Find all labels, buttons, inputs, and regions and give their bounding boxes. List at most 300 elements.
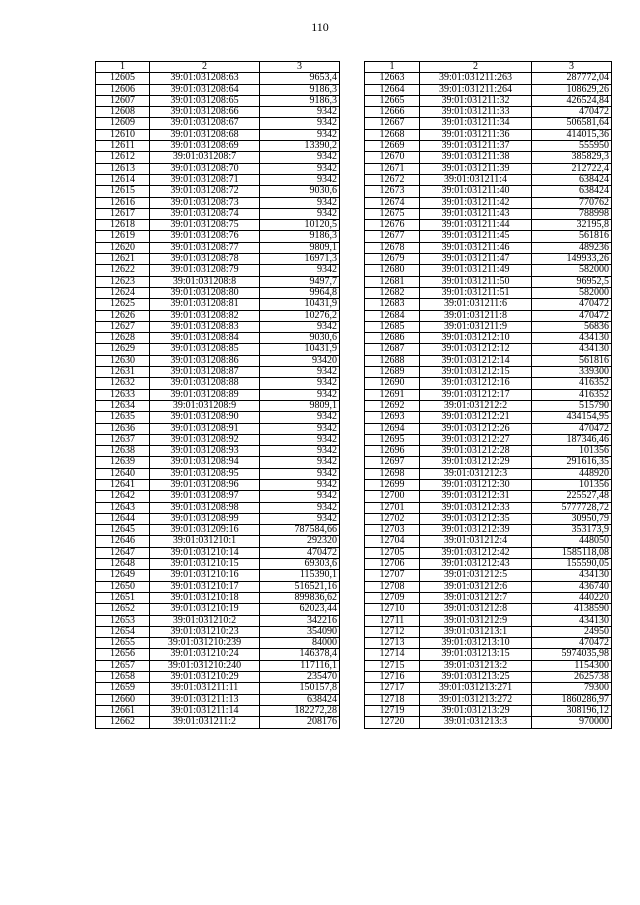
- table-row: [365, 95, 612, 106]
- cadastral-number-cell: 39:01:031210:19: [150, 604, 260, 615]
- value-cell: 9342: [260, 378, 340, 389]
- value-cell: 69303,6: [260, 559, 340, 570]
- cadastral-number-cell: 39:01:031208:98: [150, 502, 260, 513]
- row-number-cell: 12705: [365, 547, 420, 558]
- cadastral-number-cell: 39:01:031211:42: [420, 197, 532, 208]
- table-row: [365, 468, 612, 479]
- table-row: [96, 367, 340, 378]
- cadastral-number-cell: 39:01:031211:2: [150, 717, 260, 728]
- table-row: [96, 559, 340, 570]
- value-cell: 434130: [532, 615, 612, 626]
- cadastral-number-cell: 39:01:031208:88: [150, 378, 260, 389]
- value-cell: 9497,7: [260, 276, 340, 287]
- cadastral-number-cell: 39:01:031211:40: [420, 186, 532, 197]
- cadastral-number-cell: 39:01:031208:7: [150, 152, 260, 163]
- cadastral-number-cell: 39:01:031208:91: [150, 423, 260, 434]
- table-row: [96, 638, 340, 649]
- cadastral-number-cell: 39:01:031213:15: [420, 649, 532, 660]
- value-cell: 561816: [532, 355, 612, 366]
- cadastral-number-cell: 39:01:031208:85: [150, 344, 260, 355]
- value-cell: 4138590: [532, 604, 612, 615]
- value-cell: 9342: [260, 367, 340, 378]
- table-row: [365, 400, 612, 411]
- value-cell: 5974035,98: [532, 649, 612, 660]
- value-cell: 79300: [532, 683, 612, 694]
- table-row: [96, 186, 340, 197]
- value-cell: 9342: [260, 389, 340, 400]
- value-cell: 56836: [532, 321, 612, 332]
- row-number-cell: 12651: [96, 592, 150, 603]
- table-row: [365, 570, 612, 581]
- cadastral-number-cell: 39:01:031212:42: [420, 547, 532, 558]
- value-cell: 638424: [532, 174, 612, 185]
- table-row: [365, 446, 612, 457]
- column-header-1: 1: [365, 62, 420, 73]
- cadastral-number-cell: 39:01:031210:15: [150, 559, 260, 570]
- table-row: [96, 446, 340, 457]
- cadastral-number-cell: 39:01:031212:21: [420, 412, 532, 423]
- value-cell: 436740: [532, 581, 612, 592]
- cadastral-number-cell: 39:01:031208:63: [150, 73, 260, 84]
- value-cell: 9342: [260, 434, 340, 445]
- table-row: [365, 378, 612, 389]
- cadastral-number-cell: 39:01:031210:240: [150, 660, 260, 671]
- cadastral-number-cell: 39:01:031213:1: [420, 626, 532, 637]
- row-number-cell: 12606: [96, 84, 150, 95]
- cadastral-number-cell: 39:01:031208:90: [150, 412, 260, 423]
- value-cell: 16971,3: [260, 254, 340, 265]
- table-row: [365, 672, 612, 683]
- table-row: [96, 705, 340, 716]
- row-number-cell: 12642: [96, 491, 150, 502]
- value-cell: 9809,1: [260, 242, 340, 253]
- cadastral-number-cell: 39:01:031208:82: [150, 310, 260, 321]
- value-cell: 416352: [532, 389, 612, 400]
- table-row: [96, 626, 340, 637]
- table-row: [365, 604, 612, 615]
- table-row: [365, 513, 612, 524]
- value-cell: 93420: [260, 355, 340, 366]
- cadastral-number-cell: 39:01:031210:16: [150, 570, 260, 581]
- table-row: [96, 479, 340, 490]
- value-cell: 353173,9: [532, 525, 612, 536]
- value-cell: 108629,26: [532, 84, 612, 95]
- row-number-cell: 12712: [365, 626, 420, 637]
- table-row: [365, 73, 612, 84]
- table-row: [365, 265, 612, 276]
- value-cell: 448920: [532, 468, 612, 479]
- value-cell: 582000: [532, 265, 612, 276]
- value-cell: 182272,28: [260, 705, 340, 716]
- cadastral-number-cell: 39:01:031210:2: [150, 615, 260, 626]
- table-row: [365, 638, 612, 649]
- value-cell: 9342: [260, 468, 340, 479]
- value-cell: 416352: [532, 378, 612, 389]
- value-cell: 308196,12: [532, 705, 612, 716]
- table-row: [96, 220, 340, 231]
- row-number-cell: 12662: [96, 717, 150, 728]
- cadastral-number-cell: 39:01:031208:75: [150, 220, 260, 231]
- table-row: [96, 84, 340, 95]
- value-cell: 426524,84: [532, 95, 612, 106]
- row-number-cell: 12661: [96, 705, 150, 716]
- value-cell: 9342: [260, 197, 340, 208]
- value-cell: 9342: [260, 457, 340, 468]
- cadastral-number-cell: 39:01:031210:17: [150, 581, 260, 592]
- value-cell: 32195,8: [532, 220, 612, 231]
- value-cell: 516521,16: [260, 581, 340, 592]
- value-cell: 470472: [260, 547, 340, 558]
- table-row: [365, 174, 612, 185]
- value-cell: 84000: [260, 638, 340, 649]
- table-row: [365, 717, 612, 728]
- row-number-cell: 12658: [96, 672, 150, 683]
- row-number-cell: 12660: [96, 694, 150, 705]
- table-row: [96, 660, 340, 671]
- cadastral-number-cell: 39:01:031208:84: [150, 333, 260, 344]
- value-cell: 287772,04: [532, 73, 612, 84]
- table-row: [365, 592, 612, 603]
- row-number-cell: 12665: [365, 95, 420, 106]
- table-row: [96, 525, 340, 536]
- row-number-cell: 12622: [96, 265, 150, 276]
- row-number-cell: 12698: [365, 468, 420, 479]
- value-cell: 448050: [532, 536, 612, 547]
- value-cell: 10431,9: [260, 344, 340, 355]
- cadastral-number-cell: 39:01:031208:9: [150, 400, 260, 411]
- cadastral-number-cell: 39:01:031212:30: [420, 479, 532, 490]
- value-cell: 9030,6: [260, 186, 340, 197]
- row-number-cell: 12701: [365, 502, 420, 513]
- cadastral-number-cell: 39:01:031212:2: [420, 400, 532, 411]
- table-row: [365, 197, 612, 208]
- row-number-cell: 12627: [96, 321, 150, 332]
- table-row: [365, 141, 612, 152]
- value-cell: 149933,26: [532, 254, 612, 265]
- table-row: [365, 536, 612, 547]
- row-number-cell: 12686: [365, 333, 420, 344]
- row-number-cell: 12639: [96, 457, 150, 468]
- value-cell: 101356: [532, 446, 612, 457]
- cadastral-number-cell: 39:01:031210:1: [150, 536, 260, 547]
- cadastral-number-cell: 39:01:031211:47: [420, 254, 532, 265]
- value-cell: 770762: [532, 197, 612, 208]
- cadastral-number-cell: 39:01:031213:25: [420, 672, 532, 683]
- table-row: [96, 457, 340, 468]
- row-number-cell: 12714: [365, 649, 420, 660]
- cadastral-number-cell: 39:01:031208:64: [150, 84, 260, 95]
- value-cell: 354090: [260, 626, 340, 637]
- table-row: [365, 502, 612, 513]
- table-row: [96, 378, 340, 389]
- row-number-cell: 12715: [365, 660, 420, 671]
- table-row: [96, 208, 340, 219]
- table-row: [365, 660, 612, 671]
- value-cell: 101356: [532, 479, 612, 490]
- cadastral-number-cell: 39:01:031211:8: [420, 310, 532, 321]
- table-row: [365, 389, 612, 400]
- row-number-cell: 12692: [365, 400, 420, 411]
- row-number-cell: 12612: [96, 152, 150, 163]
- table-row: [96, 287, 340, 298]
- table-row: [365, 547, 612, 558]
- value-cell: 342216: [260, 615, 340, 626]
- value-cell: 150157,8: [260, 683, 340, 694]
- table-row: [96, 129, 340, 140]
- row-number-cell: 12713: [365, 638, 420, 649]
- cadastral-number-cell: 39:01:031208:92: [150, 434, 260, 445]
- table-row: [96, 265, 340, 276]
- row-number-cell: 12678: [365, 242, 420, 253]
- table-header-row: [96, 62, 340, 73]
- cadastral-number-cell: 39:01:031212:17: [420, 389, 532, 400]
- cadastral-number-cell: 39:01:031212:27: [420, 434, 532, 445]
- cadastral-number-cell: 39:01:031212:15: [420, 367, 532, 378]
- row-number-cell: 12687: [365, 344, 420, 355]
- row-number-cell: 12657: [96, 660, 150, 671]
- table-row: [365, 333, 612, 344]
- table-row: [96, 547, 340, 558]
- value-cell: 470472: [532, 310, 612, 321]
- row-number-cell: 12633: [96, 389, 150, 400]
- row-number-cell: 12683: [365, 299, 420, 310]
- cadastral-number-cell: 39:01:031208:96: [150, 479, 260, 490]
- row-number-cell: 12616: [96, 197, 150, 208]
- row-number-cell: 12641: [96, 479, 150, 490]
- cadastral-number-cell: 39:01:031213:29: [420, 705, 532, 716]
- table-row: [96, 434, 340, 445]
- row-number-cell: 12684: [365, 310, 420, 321]
- row-number-cell: 12645: [96, 525, 150, 536]
- row-number-cell: 12632: [96, 378, 150, 389]
- value-cell: 9186,3: [260, 231, 340, 242]
- table-row: [365, 254, 612, 265]
- row-number-cell: 12707: [365, 570, 420, 581]
- value-cell: 187346,46: [532, 434, 612, 445]
- row-number-cell: 12659: [96, 683, 150, 694]
- value-cell: 10431,9: [260, 299, 340, 310]
- value-cell: 970000: [532, 717, 612, 728]
- row-number-cell: 12655: [96, 638, 150, 649]
- value-cell: 9342: [260, 174, 340, 185]
- table-row: [96, 242, 340, 253]
- page-number: 110: [311, 20, 329, 34]
- cadastral-number-cell: 39:01:031211:39: [420, 163, 532, 174]
- row-number-cell: 12718: [365, 694, 420, 705]
- cadastral-number-cell: 39:01:031210:23: [150, 626, 260, 637]
- row-number-cell: 12650: [96, 581, 150, 592]
- cadastral-number-cell: 39:01:031211:44: [420, 220, 532, 231]
- cadastral-number-cell: 39:01:031212:33: [420, 502, 532, 513]
- row-number-cell: 12697: [365, 457, 420, 468]
- cadastral-number-cell: 39:01:031208:81: [150, 299, 260, 310]
- table-row: [365, 84, 612, 95]
- value-cell: 434130: [532, 344, 612, 355]
- value-cell: 10120,5: [260, 220, 340, 231]
- cadastral-number-cell: 39:01:031212:10: [420, 333, 532, 344]
- value-cell: 9342: [260, 491, 340, 502]
- value-cell: 9342: [260, 152, 340, 163]
- column-header-1: 1: [96, 62, 150, 73]
- value-cell: 339300: [532, 367, 612, 378]
- cadastral-number-cell: 39:01:031208:8: [150, 276, 260, 287]
- value-cell: 9186,3: [260, 95, 340, 106]
- table-row: [365, 129, 612, 140]
- table-row: [96, 231, 340, 242]
- row-number-cell: 12664: [365, 84, 420, 95]
- row-number-cell: 12696: [365, 446, 420, 457]
- table-row: [365, 299, 612, 310]
- table-row: [96, 254, 340, 265]
- cadastral-number-cell: 39:01:031211:36: [420, 129, 532, 140]
- table-row: [365, 694, 612, 705]
- value-cell: 414015,36: [532, 129, 612, 140]
- cadastral-number-cell: 39:01:031212:6: [420, 581, 532, 592]
- table-row: [365, 491, 612, 502]
- table-row: [365, 367, 612, 378]
- row-number-cell: 12675: [365, 208, 420, 219]
- value-cell: 787584,66: [260, 525, 340, 536]
- row-number-cell: 12668: [365, 129, 420, 140]
- cadastral-number-cell: 39:01:031212:35: [420, 513, 532, 524]
- cadastral-number-cell: 39:01:031208:72: [150, 186, 260, 197]
- value-cell: 10276,2: [260, 310, 340, 321]
- cadastral-number-cell: 39:01:031211:45: [420, 231, 532, 242]
- row-number-cell: 12605: [96, 73, 150, 84]
- table-header-row: [365, 62, 612, 73]
- value-cell: 9342: [260, 479, 340, 490]
- row-number-cell: 12638: [96, 446, 150, 457]
- row-number-cell: 12648: [96, 559, 150, 570]
- value-cell: 434154,95: [532, 412, 612, 423]
- cadastral-number-cell: 39:01:031210:18: [150, 592, 260, 603]
- cadastral-number-cell: 39:01:031212:28: [420, 446, 532, 457]
- value-cell: 62023,44: [260, 604, 340, 615]
- cadastral-number-cell: 39:01:031208:94: [150, 457, 260, 468]
- cadastral-number-cell: 39:01:031212:16: [420, 378, 532, 389]
- cadastral-number-cell: 39:01:031211:6: [420, 299, 532, 310]
- column-header-3: 3: [532, 62, 612, 73]
- table-row: [96, 355, 340, 366]
- row-number-cell: 12716: [365, 672, 420, 683]
- cadastral-number-cell: 39:01:031212:26: [420, 423, 532, 434]
- row-number-cell: 12699: [365, 479, 420, 490]
- value-cell: 638424: [532, 186, 612, 197]
- table-row: [365, 231, 612, 242]
- value-cell: 555950: [532, 141, 612, 152]
- cadastral-number-cell: 39:01:031213:272: [420, 694, 532, 705]
- table-row: [365, 581, 612, 592]
- value-cell: 9342: [260, 513, 340, 524]
- value-cell: 470472: [532, 638, 612, 649]
- table-row: [96, 389, 340, 400]
- value-cell: 1860286,97: [532, 694, 612, 705]
- value-cell: 9342: [260, 412, 340, 423]
- row-number-cell: 12700: [365, 491, 420, 502]
- cadastral-number-cell: 39:01:031212:5: [420, 570, 532, 581]
- cadastral-number-cell: 39:01:031213:10: [420, 638, 532, 649]
- value-cell: 385829,3: [532, 152, 612, 163]
- row-number-cell: 12708: [365, 581, 420, 592]
- row-number-cell: 12656: [96, 649, 150, 660]
- row-number-cell: 12618: [96, 220, 150, 231]
- value-cell: 434130: [532, 570, 612, 581]
- row-number-cell: 12628: [96, 333, 150, 344]
- cadastral-number-cell: 39:01:031208:69: [150, 141, 260, 152]
- table-row: [365, 423, 612, 434]
- row-number-cell: 12623: [96, 276, 150, 287]
- row-number-cell: 12610: [96, 129, 150, 140]
- value-cell: 899836,62: [260, 592, 340, 603]
- row-number-cell: 12694: [365, 423, 420, 434]
- value-cell: 470472: [532, 423, 612, 434]
- cadastral-number-cell: 39:01:031211:34: [420, 118, 532, 129]
- value-cell: 9342: [260, 163, 340, 174]
- value-cell: 561816: [532, 231, 612, 242]
- cadastral-number-cell: 39:01:031210:29: [150, 672, 260, 683]
- value-cell: 146378,4: [260, 649, 340, 660]
- table-row: [96, 717, 340, 728]
- table-row: [96, 536, 340, 547]
- row-number-cell: 12625: [96, 299, 150, 310]
- row-number-cell: 12709: [365, 592, 420, 603]
- table-row: [365, 242, 612, 253]
- cadastral-number-cell: 39:01:031208:70: [150, 163, 260, 174]
- row-number-cell: 12702: [365, 513, 420, 524]
- table-row: [96, 174, 340, 185]
- cadastral-number-cell: 39:01:031208:74: [150, 208, 260, 219]
- row-number-cell: 12607: [96, 95, 150, 106]
- value-cell: 5777728,72: [532, 502, 612, 513]
- row-number-cell: 12635: [96, 412, 150, 423]
- value-cell: 9342: [260, 129, 340, 140]
- row-number-cell: 12663: [365, 73, 420, 84]
- table-row: [96, 491, 340, 502]
- row-number-cell: 12704: [365, 536, 420, 547]
- row-number-cell: 12685: [365, 321, 420, 332]
- table-row: [365, 457, 612, 468]
- row-number-cell: 12682: [365, 287, 420, 298]
- row-number-cell: 12640: [96, 468, 150, 479]
- value-cell: 96952,5: [532, 276, 612, 287]
- row-number-cell: 12703: [365, 525, 420, 536]
- cadastral-number-cell: 39:01:031208:89: [150, 389, 260, 400]
- value-cell: 291616,35: [532, 457, 612, 468]
- table-row: [365, 705, 612, 716]
- table-row: [96, 694, 340, 705]
- cadastral-number-cell: 39:01:031212:31: [420, 491, 532, 502]
- value-cell: 470472: [532, 107, 612, 118]
- value-cell: 2625738: [532, 672, 612, 683]
- cadastral-number-cell: 39:01:031211:263: [420, 73, 532, 84]
- cadastral-number-cell: 39:01:031210:24: [150, 649, 260, 660]
- table-row: [365, 321, 612, 332]
- table-row: [96, 152, 340, 163]
- value-cell: 13390,2: [260, 141, 340, 152]
- table-row: [365, 276, 612, 287]
- table-row: [96, 423, 340, 434]
- cadastral-number-cell: 39:01:031211:33: [420, 107, 532, 118]
- row-number-cell: 12689: [365, 367, 420, 378]
- row-number-cell: 12653: [96, 615, 150, 626]
- cadastral-number-cell: 39:01:031208:95: [150, 468, 260, 479]
- row-number-cell: 12631: [96, 367, 150, 378]
- cadastral-number-cell: 39:01:031208:71: [150, 174, 260, 185]
- cadastral-number-cell: 39:01:031208:99: [150, 513, 260, 524]
- row-number-cell: 12710: [365, 604, 420, 615]
- value-cell: 30950,79: [532, 513, 612, 524]
- row-number-cell: 12711: [365, 615, 420, 626]
